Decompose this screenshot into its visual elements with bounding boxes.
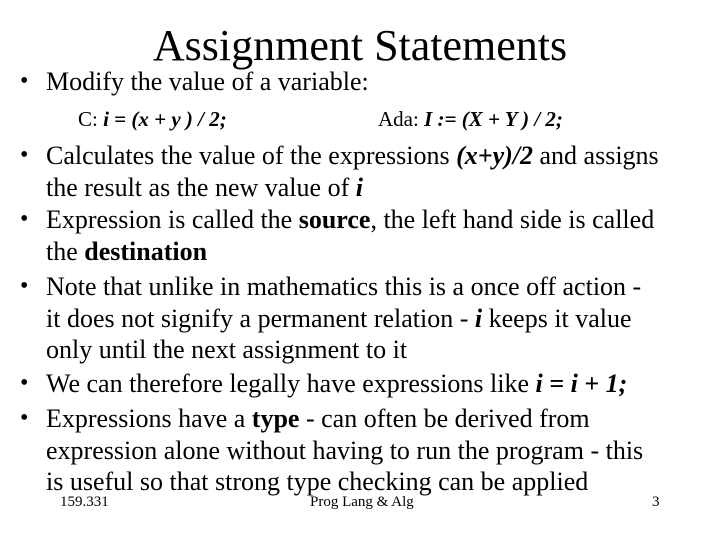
variable: i — [474, 303, 483, 333]
ada-label: Ada: — [378, 107, 425, 131]
ada-code: I := (X + Y ) / 2; — [424, 107, 563, 131]
text-run: Expressions have a — [46, 404, 252, 433]
bullet-line — [46, 403, 710, 435]
term-type: type — [251, 404, 300, 433]
slide-title: Assignment Statements — [152, 21, 568, 70]
bullet-text — [46, 368, 710, 400]
bullet-icon: • — [20, 405, 29, 431]
bullet-text — [46, 271, 710, 366]
footer-subject: Prog Lang & Alg — [310, 494, 414, 510]
bullet-line — [46, 368, 710, 400]
text-run: We can therefore legally have expressions like — [46, 369, 536, 398]
bullet-line — [46, 140, 710, 172]
bullet-icon: • — [20, 142, 29, 168]
bullet-icon: • — [20, 370, 29, 396]
bullet-line — [46, 303, 710, 335]
bullet-icon: • — [20, 273, 29, 299]
text-run: it does not signify a permanent relation - — [46, 303, 475, 333]
bullet-line: Note that unlike in mathematics this is a once off action - — [46, 272, 642, 301]
bullet-line: is useful so that strong type checking can be applied — [46, 467, 589, 496]
bullet-icon: • — [20, 68, 29, 94]
text-run: the result as the new value of — [46, 172, 356, 202]
term-source: source — [298, 205, 371, 234]
c-example — [78, 105, 227, 133]
bullet-line: only until the next assignment to it — [46, 335, 408, 364]
bullet-text — [46, 140, 710, 203]
bullet-text — [46, 403, 710, 498]
text-run: the — [46, 236, 85, 266]
text-run: and assigns — [533, 141, 659, 170]
expression: i = i + 1; — [535, 369, 628, 398]
text-run: - can often be derived from — [299, 404, 590, 433]
bullet-line — [46, 204, 710, 236]
c-label: C: — [78, 107, 104, 131]
variable: i — [355, 172, 363, 202]
text-run: , the left hand side is called — [370, 205, 655, 234]
bullet-line — [46, 172, 710, 204]
term-destination: destination — [84, 236, 208, 266]
bullet-line: Modify the value of a variable: — [46, 67, 369, 96]
bullet-text — [46, 66, 710, 98]
footer-page-number: 3 — [652, 494, 660, 510]
bullet-line — [46, 236, 710, 268]
text-run: Expression is called the — [46, 205, 299, 234]
ada-example — [378, 105, 563, 133]
bullet-line: expression alone without having to run the program - this — [46, 435, 644, 465]
text-run: Calculates the value of the expressions — [46, 141, 457, 170]
bullet-text — [46, 204, 710, 267]
c-code: i = (x + y ) / 2; — [103, 107, 227, 131]
bullet-icon: • — [20, 206, 29, 232]
text-run: keeps it value — [482, 303, 632, 333]
expression: (x+y)/2 — [456, 141, 534, 170]
footer-course: 159.331 — [60, 494, 109, 510]
